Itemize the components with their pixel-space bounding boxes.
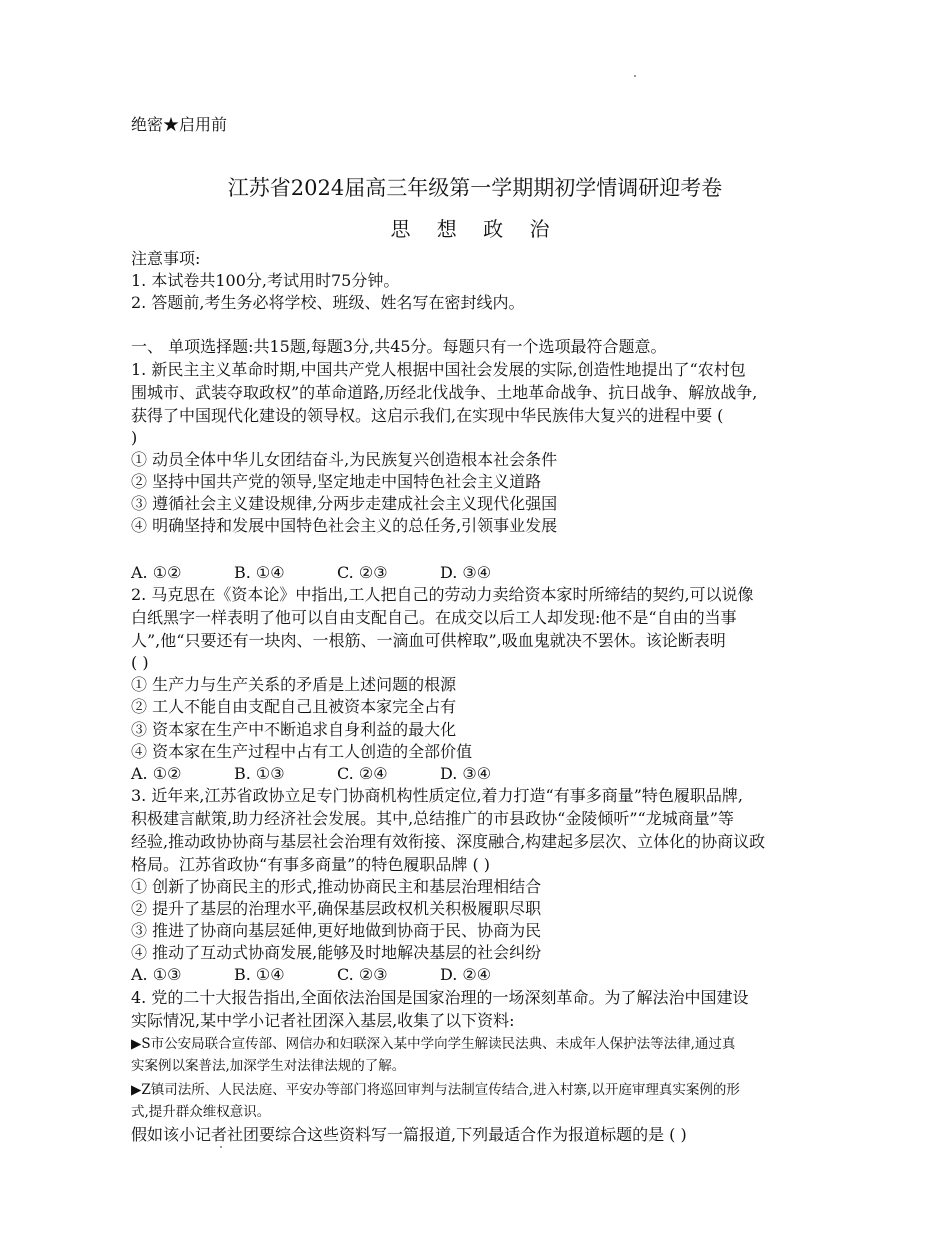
q1-stem: ) bbox=[131, 428, 138, 447]
q3-statement: ② 提升了基层的治理水平,确保基层政权机关积极履职尽职 bbox=[131, 899, 542, 918]
q2-statement: ② 工人不能自由支配自己且被资本家完全占有 bbox=[131, 697, 457, 716]
choice-c: C. ②③ bbox=[337, 965, 388, 984]
choice-b: B. ①③ bbox=[234, 764, 285, 783]
q3-stem: 3. 近年来,江苏省政协立足专门协商机构性质定位,着力打造“有事多商量”特色履职品牌, bbox=[131, 786, 743, 805]
q3-statement: ③ 推进了协商向基层延伸,更好地做到协商于民、协商为民 bbox=[131, 921, 542, 940]
q3-stem: 格局。江苏省政协“有事多商量”的特色履职品牌 ( ) bbox=[131, 855, 491, 874]
choice-d: D. ③④ bbox=[440, 764, 492, 783]
choice-c: C. ②④ bbox=[337, 764, 388, 783]
q2-choices bbox=[131, 763, 543, 785]
q4-stem: 假如该小记者社团要综合这些资料写一篇报道,下列最适合作为报道标题的是 ( ) bbox=[131, 1125, 687, 1144]
choice-a: A. ①② bbox=[131, 764, 182, 783]
notice-heading: 注意事项: bbox=[131, 249, 201, 268]
q1-statement: ③ 遵循社会主义建设规律,分两步走建成社会主义现代化强国 bbox=[131, 494, 558, 513]
scan-dot bbox=[634, 75, 636, 77]
q1-statement: ① 动员全体中华儿女团结奋斗,为民族复兴创造根本社会条件 bbox=[131, 450, 558, 469]
exam-title: 江苏省2024届高三年级第一学期期初学情调研迎考卷 bbox=[227, 176, 723, 200]
section-heading: 一、 单项选择题:共15题,每题3分,共45分。每题只有一个选项最符合题意。 bbox=[131, 337, 667, 356]
q2-statement: ④ 资本家在生产过程中占有工人创造的全部价值 bbox=[131, 742, 473, 761]
secret-label: 绝密★启用前 bbox=[131, 115, 228, 134]
q2-stem: 人”,他“只要还有一块肉、一根筋、一滴血可供榨取”,吸血鬼就决不罢休。该论断表明 bbox=[131, 631, 726, 650]
choice-a: A. ①③ bbox=[131, 965, 182, 984]
choice-d: D. ②④ bbox=[440, 965, 492, 984]
q2-stem: 2. 马克思在《资本论》中指出,工人把自己的劳动力卖给资本家时所缔结的契约,可以说像 bbox=[131, 585, 754, 604]
q2-statement: ① 生产力与生产关系的矛盾是上述问题的根源 bbox=[131, 675, 457, 694]
q1-stem: 围城市、武装夺取政权”的革命道路,历经北伐战争、土地革命战争、抗日战争、解放战争, bbox=[131, 383, 758, 402]
subject-title: 思 想 政 治 bbox=[390, 217, 560, 241]
q3-statement: ① 创新了协商民主的形式,推动协商民主和基层治理相结合 bbox=[131, 877, 542, 896]
q2-statement: ③ 资本家在生产中不断追求自身利益的最大化 bbox=[131, 720, 457, 739]
q3-choices bbox=[131, 964, 543, 986]
q1-stem: 获得了中国现代化建设的领导权。这启示我们,在实现中华民族伟大复兴的进程中要 ( bbox=[131, 406, 724, 425]
q4-material: 式,提升群众维权意识。 bbox=[131, 1104, 271, 1120]
choice-b: B. ①④ bbox=[234, 563, 285, 582]
choice-b: B. ①④ bbox=[234, 965, 285, 984]
choice-a: A. ①② bbox=[131, 563, 182, 582]
q4-material: 实案例以案普法,加深学生对法律法规的了解。 bbox=[131, 1058, 406, 1074]
q3-stem: 积极建言献策,助力经济社会发展。其中,总结推广的市县政协“金陵倾听”“龙城商量”等 bbox=[131, 809, 734, 828]
q4-material: ▶S市公安局联合宣传部、网信办和妇联深入某中学向学生解读民法典、未成年人保护法等法律,通过真 bbox=[131, 1036, 736, 1052]
q4-stem: 4. 党的二十大报告指出,全面依法治国是国家治理的一场深刻革命。为了解法治中国建设 bbox=[131, 988, 749, 1007]
q4-stem: 实际情况,某中学小记者社团深入基层,收集了以下资料: bbox=[131, 1011, 515, 1030]
choice-c: C. ②③ bbox=[337, 563, 388, 582]
q1-stem: 1. 新民主主义革命时期,中国共产党人根据中国社会发展的实际,创造性地提出了“农村包 bbox=[131, 360, 746, 379]
q2-stem: ( ) bbox=[131, 653, 149, 672]
q1-statement: ④ 明确坚持和发展中国特色社会主义的总任务,引领事业发展 bbox=[131, 516, 558, 535]
q2-stem: 白纸黑字一样表明了他可以自由支配自己。在成交以后工人却发现:他不是“自由的当事 bbox=[131, 608, 737, 627]
scan-dot bbox=[220, 1146, 222, 1148]
q3-stem: 经验,推动政协协商与基层社会治理有效衔接、深度融合,构建起多层次、立体化的协商议政 bbox=[131, 832, 766, 851]
choice-d: D. ③④ bbox=[440, 563, 492, 582]
q4-material: ▶Z镇司法所、人民法庭、平安办等部门将巡回审判与法制宣传结合,进入村寨,以开庭审理真实案例的形 bbox=[131, 1082, 740, 1098]
q3-statement: ④ 推动了互动式协商发展,能够及时地解决基层的社会纠纷 bbox=[131, 943, 542, 962]
q1-choices bbox=[131, 562, 543, 584]
notice-item: 1. 本试卷共100分,考试用时75分钟。 bbox=[131, 271, 400, 290]
notice-item: 2. 答题前,考生务必将学校、班级、姓名写在密封线内。 bbox=[131, 293, 525, 312]
q1-statement: ② 坚持中国共产党的领导,坚定地走中国特色社会主义道路 bbox=[131, 472, 542, 491]
